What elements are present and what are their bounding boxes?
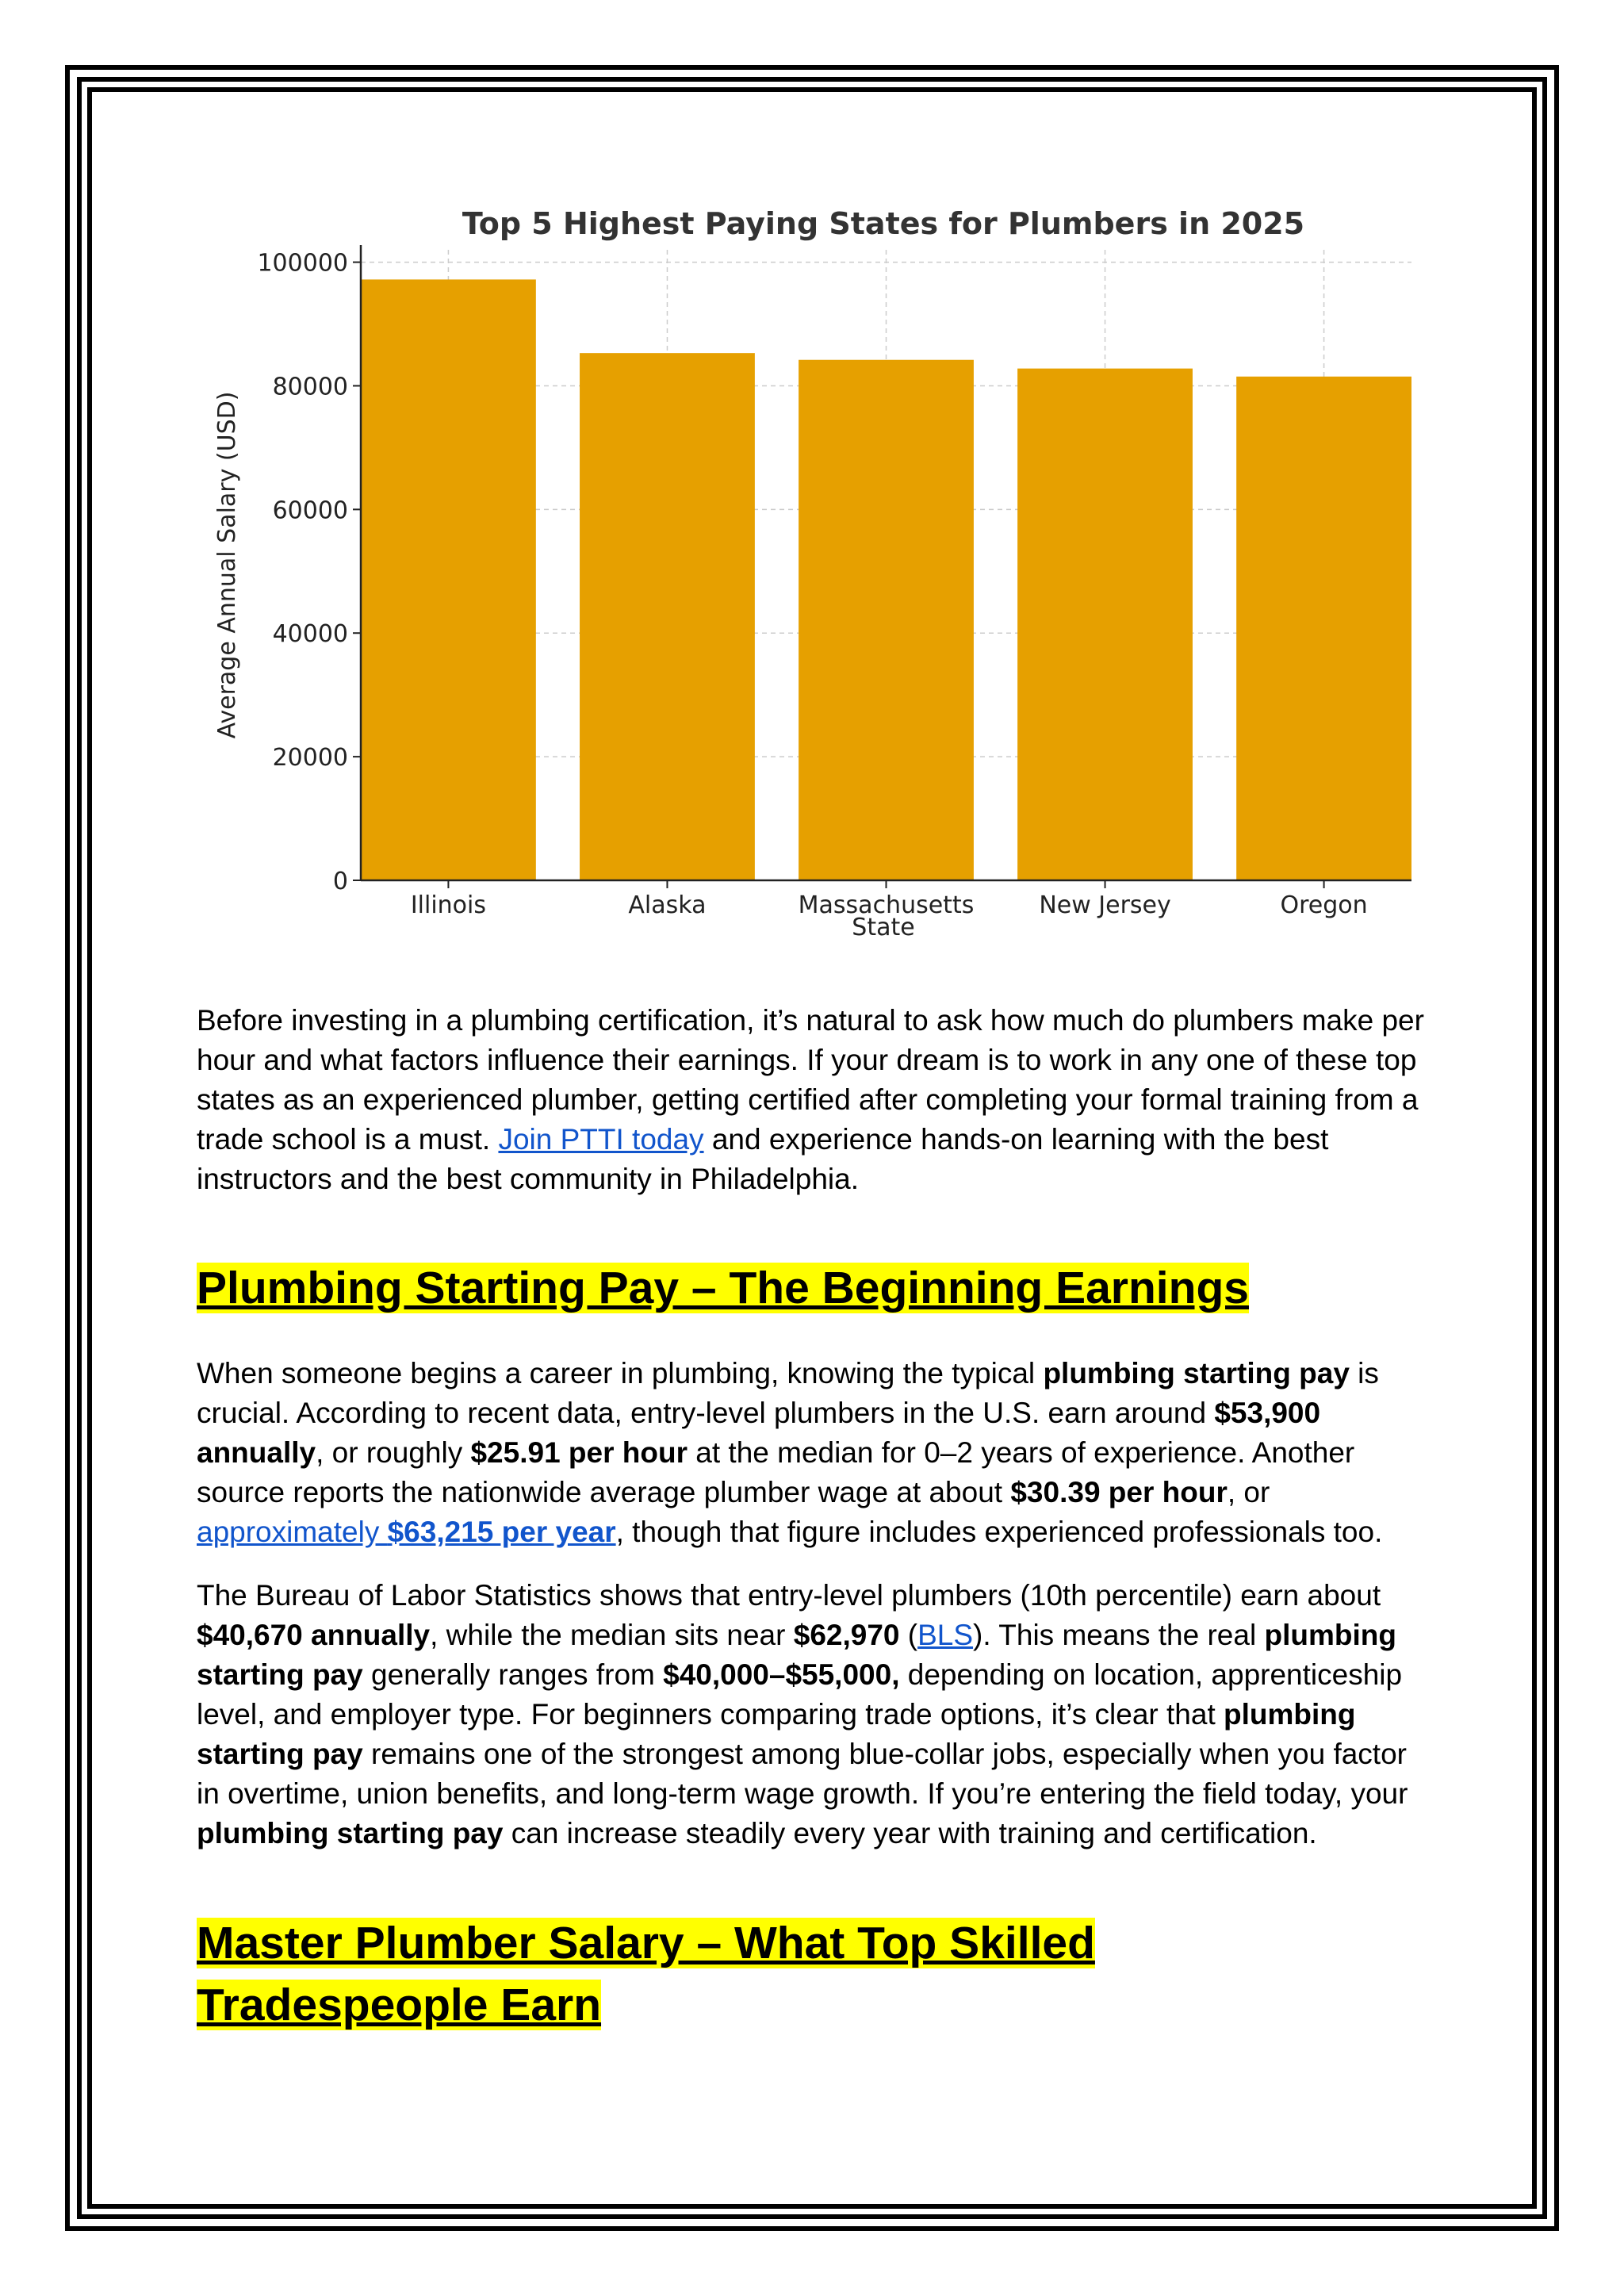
intro-text-2: and experience hands-on learning with the best instructors and the best community in Philadelphia. [197, 1123, 1329, 1195]
text: is crucial. According to recent data, entry-level plumbers in the U.S. earn around [197, 1357, 1379, 1429]
bold-text: plumbing starting pay [197, 1698, 1356, 1770]
chart-bars [361, 279, 1411, 880]
section-heading-master-plumber [197, 1912, 1434, 2036]
bold-text: plumbing starting pay [197, 1817, 504, 1849]
text: remains one of the strongest among blue-collar jobs, especially when you factor in overtime, union benefits, and long-term wage growth. If you’re entering the field today, your [197, 1738, 1408, 1810]
starting-pay-paragraph-1 [197, 1354, 1434, 1552]
bold-text: $40,670 annually [197, 1619, 431, 1651]
x-tick-label: Oregon [1280, 891, 1368, 919]
y-tick-label: 60000 [272, 496, 348, 525]
x-tick-label: Illinois [410, 891, 487, 919]
bold-text: $40,000–$55,000, [663, 1658, 900, 1691]
join-ptti-link[interactable]: Join PTTI today [498, 1123, 704, 1156]
y-tick-label: 80000 [272, 373, 348, 401]
link-text: approximately [197, 1516, 388, 1548]
approximately-link[interactable] [197, 1516, 616, 1548]
x-tick-label: Massachusetts [798, 891, 975, 919]
link-bold-text: $63,215 per year [387, 1516, 616, 1548]
text: ). This means the real [973, 1619, 1265, 1651]
x-axis-label: State [852, 914, 915, 941]
heading-text: Plumbing Starting Pay – The Beginning Earnings [197, 1263, 1249, 1313]
salary-bar-chart [198, 202, 1435, 956]
text: depending on location, apprenticeship level, and employer type. For beginners comparing trade options, it’s clear that [197, 1658, 1403, 1731]
chart-title: Top 5 Highest Paying States for Plumbers in 2025 [462, 206, 1305, 241]
text: , while the median sits near [430, 1619, 794, 1651]
bold-text: $53,900 annually [197, 1397, 1321, 1469]
article-body [197, 1001, 1434, 2036]
x-tick-label: New Jersey [1039, 891, 1171, 919]
text: , though that figure includes experienced professionals too. [615, 1516, 1383, 1548]
y-tick-label: 100000 [257, 249, 348, 278]
y-tick-label: 40000 [272, 620, 348, 649]
y-ticks [257, 250, 361, 895]
bold-text: $25.91 per hour [470, 1436, 688, 1469]
bold-text: $30.39 per hour [1010, 1476, 1228, 1508]
bold-text: $62,970 [793, 1619, 900, 1651]
bar-massachusetts [799, 360, 974, 880]
y-axis-label: Average Annual Salary (USD) [213, 391, 241, 739]
text: generally ranges from [362, 1658, 664, 1691]
bls-link[interactable]: BLS [917, 1619, 974, 1651]
text: ( [899, 1619, 918, 1651]
text: When someone begins a career in plumbing, knowing the typical [197, 1357, 1044, 1389]
text: at the median for 0–2 years of experience. Another source reports the nationwide average plumber wage at about [197, 1436, 1355, 1508]
heading-text-line-1: Master Plumber Salary – What Top Skilled [197, 1918, 1095, 1968]
starting-pay-paragraph-2 [197, 1576, 1434, 1853]
text: The Bureau of Labor Statistics shows that entry-level plumbers (10th percentile) earn about [197, 1579, 1381, 1612]
section-heading-starting-pay [197, 1257, 1434, 1319]
text: can increase steadily every year with training and certification. [503, 1817, 1317, 1849]
bar-alaska [580, 353, 755, 880]
intro-text-1: Before investing in a plumbing certification, it’s natural to ask how much do plumbers make per hour and what factors influence their earnings. If your dream is to work in any one of these top states as an experienced plumber, getting certified after completing your formal training from a trade school is a must. [197, 1004, 1424, 1156]
heading-text-line-2: Tradespeople Earn [197, 1980, 602, 2030]
bar-new-jersey [1017, 369, 1193, 880]
y-tick-label: 20000 [272, 744, 348, 772]
bold-text: plumbing starting pay [197, 1619, 1396, 1691]
intro-paragraph [197, 1001, 1434, 1199]
bar-oregon [1236, 377, 1411, 880]
x-tick-label: Alaska [628, 891, 707, 919]
text: , or [1227, 1476, 1270, 1508]
text: , or roughly [316, 1436, 471, 1469]
bold-text: plumbing starting pay [1043, 1357, 1350, 1389]
y-tick-label: 0 [332, 868, 348, 895]
bar-illinois [361, 279, 536, 880]
